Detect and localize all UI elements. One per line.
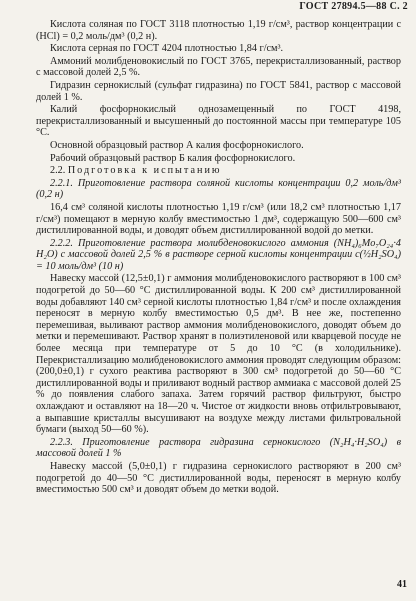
section-title-text: Подготовка к испытанию — [67, 165, 222, 177]
reagent-paragraph: Основной образцовый раствор А калия фосфорнокислого. — [50, 139, 304, 151]
reagent-paragraph: Калий фосфорнокислый однозамещенный по ГОСТ 4198, перекристаллизованный и высушенный до постоянной массы при температуре 105 °С. — [36, 104, 401, 139]
subsection-body-2-2-2: Навеску массой (12,5±0,1) г аммония молибденовокислого растворяют в 100 см³ подогретой до 50—60 °С дистиллированной воды. К 200 см³ дистиллированной воды добавляют 140 см³ серной кислоты плотностью 1,84 г/см³ и после охлаждения переносят в мерную колбу вместимостью 0,5 дм³. В нее же, постепенно перемешивая, выливают раствор аммония молибденовокислого, доводят объем до метки и перемешивают. Раствор хранят в полиэтиленовой или кварцевой посуде не более месяца при температуре от 5 до 10 °С (в холодильнике). Перекристаллизацию молибденовокислого аммония проводят следующим образом: (200,0±0,1) г сухого реактива растворяют в 300 см³ подогретой до 50—60 °С дистиллированной воды и приливают водный раствор аммиака с массовой долей 25 % до появления слабого запаха. Затем горячий раствор фильтруют, быстро охлаждают и оставляют на 18—20 ч. Чистое от жидкости вновь отфильтровывают, а выпавшие кристаллы высушивают на воздухе между листами фильтровальной бумаги (выход 50—60 %). — [36, 273, 401, 436]
reagent-paragraph: Гидразин сернокислый (сульфат гидразина) по ГОСТ 5841, раствор с массовой долей 1 %. — [36, 79, 401, 103]
subsection-heading-2-2-1: 2.2.1. Приготовление раствора соляной кислоты концентрации 0,2 моль/дм³ (0,2 н) — [36, 177, 401, 201]
reagent-paragraph: Рабочий образцовый раствор Б калия фосфорнокислого. — [50, 152, 296, 164]
subsection-heading-2-2-2: 2.2.2. Приготовление раствора молибденовокислого аммония (NH₄)₆Mo₇O₂₄·4 H₂O) с массовой долей 2,5 % в растворе серной кислоты концентрации с(½H₂SO₄) = 10 моль/дм³ (10 н) — [36, 237, 401, 272]
subsection-heading-2-2-3: 2.2.3. Приготовление раствора гидразина сернокислого (N₂H₄·H₂SO₄) в массовой долей 1 % — [36, 436, 401, 460]
page-number: 41 — [397, 579, 407, 590]
subsection-body-2-2-3: Навеску массой (5,0±0,1) г гидразина сернокислого растворяют в 200 см³ подогретой до 40—50 °С дистиллированной воды, переносят в мерную колбу вместимостью 500 см³ и доводят объем до метки водой. — [36, 460, 401, 496]
section-number: 2.2. — [50, 165, 66, 177]
page-content — [36, 19, 401, 497]
reagent-paragraph: Кислота соляная по ГОСТ 3118 плотностью 1,19 г/см³, раствор концентрации с (HCl) = 0,2 моль/дм³ (0,2 н). — [36, 19, 401, 42]
section-title — [36, 165, 401, 177]
reagent-paragraph: Аммоний молибденовокислый по ГОСТ 3765, перекристаллизованный, раствор с массовой долей 2,5 %. — [36, 55, 401, 79]
reagent-paragraph: Кислота серная по ГОСТ 4204 плотностью 1,84 г/см³. — [50, 43, 284, 55]
page-header: ГОСТ 27894.5—88 С. 2 — [299, 1, 408, 12]
subsection-body-2-2-1: 16,4 см³ соляной кислоты плотностью 1,19 г/см³ (или 18,2 см³ плотностью 1,17 г/см³) помещают в мерную колбу вместимостью 1 дм³, содержащую 500—600 см³ дистиллированной воды, и доводят объем дистиллированной водой до метки. — [36, 201, 401, 237]
